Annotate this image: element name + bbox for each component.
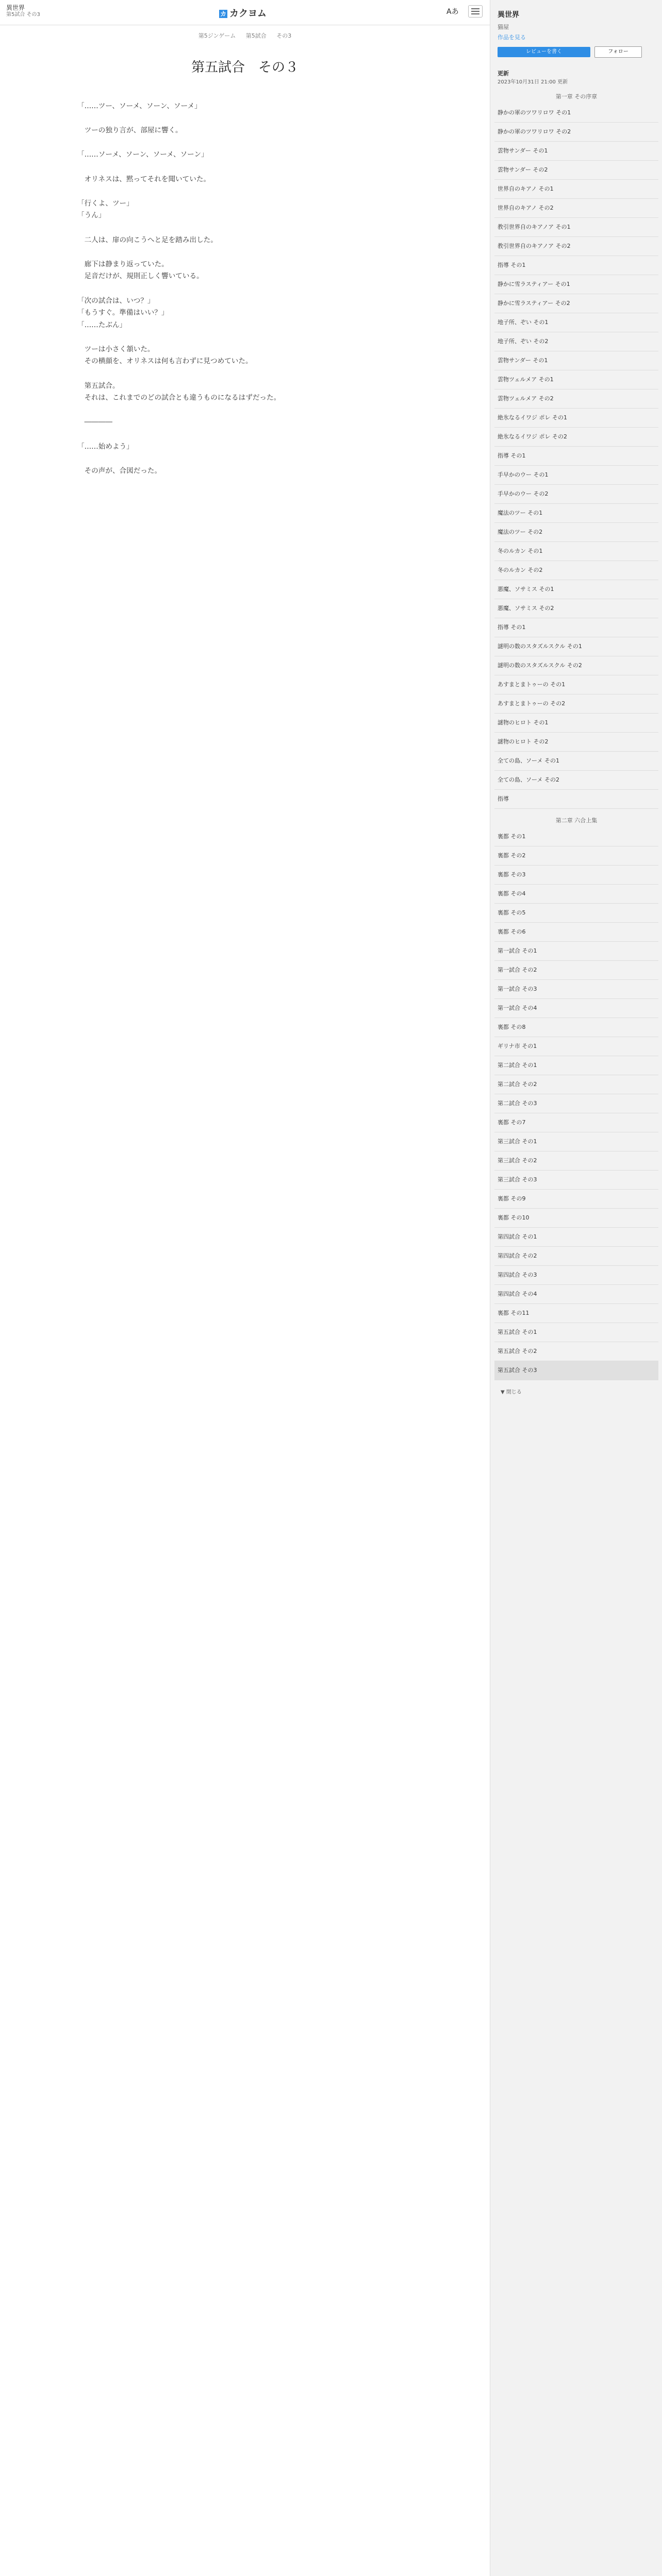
- episode-link[interactable]: 謎明の数のスタズルスクル その1: [494, 637, 658, 656]
- body-paragraph: 「行くよ、ツー」: [77, 199, 134, 208]
- episode-link[interactable]: 静かに雪ラスティアー その1: [494, 275, 658, 294]
- body-paragraph: それは、これまでのどの試合とも違うものになるはずだった。: [77, 394, 281, 402]
- episode-link[interactable]: 裏都 その10: [494, 1209, 658, 1228]
- menu-button[interactable]: [468, 5, 483, 18]
- episode-link[interactable]: 第五試合 その3: [494, 1361, 658, 1380]
- episode-link[interactable]: ギリナ市 その1: [494, 1037, 658, 1056]
- body-paragraph: ツーの独り言が、部屋に響く。: [77, 126, 183, 135]
- episode-link[interactable]: 地子所、ぞい その1: [494, 313, 658, 332]
- episode-link[interactable]: 教引世界自のキアノア その2: [494, 237, 658, 256]
- top-bar: [0, 0, 490, 25]
- episode-link[interactable]: 裏都 その1: [494, 827, 658, 846]
- body-paragraph: 「うん」: [77, 211, 106, 220]
- episode-link[interactable]: 全ての島、ソーメ その2: [494, 771, 658, 790]
- episode-link[interactable]: 裏都 その9: [494, 1190, 658, 1209]
- episode-link[interactable]: 指導 その1: [494, 618, 658, 637]
- episode-link[interactable]: 静かの軍のツワリロワ その1: [494, 104, 658, 123]
- logo-text: カクヨム: [229, 8, 267, 19]
- episode-link[interactable]: 裏都 その3: [494, 866, 658, 885]
- episode-link[interactable]: 第一試合 その2: [494, 961, 658, 980]
- episode-link[interactable]: 裏都 その2: [494, 846, 658, 866]
- episode-link[interactable]: 雲物サンダー その2: [494, 161, 658, 180]
- episode-link[interactable]: 第五試合 その1: [494, 1323, 658, 1342]
- body-paragraph: [77, 161, 412, 174]
- body-paragraph: [77, 137, 412, 149]
- work-title[interactable]: 異世界: [6, 4, 25, 11]
- episode-link[interactable]: 手早かのウー その1: [494, 466, 658, 485]
- episode-link[interactable]: 世界自のキアノ その1: [494, 180, 658, 199]
- episode-link[interactable]: 静かに雪ラスティアー その2: [494, 294, 658, 313]
- episode-link[interactable]: 第四試合 その1: [494, 1228, 658, 1247]
- episode-link[interactable]: 裏都 その5: [494, 904, 658, 923]
- episode-link[interactable]: あすまとまトゥーの その2: [494, 694, 658, 714]
- body-paragraph: [77, 453, 412, 465]
- body-paragraph: 「次の試合は、いつ？」: [77, 296, 155, 305]
- chapter-heading: 第一章 その序章: [555, 93, 598, 100]
- episode-link[interactable]: 第一試合 その3: [494, 980, 658, 999]
- body-paragraph: ツーは小さく頷いた。: [77, 345, 155, 353]
- toc-collapse-button[interactable]: ▼ 閉じる: [501, 1389, 522, 1395]
- episode-link[interactable]: 指導 その1: [494, 447, 658, 466]
- episode-link[interactable]: 冬のルカン その2: [494, 561, 658, 580]
- table-of-contents: [490, 92, 662, 1380]
- episode-link[interactable]: 第一試合 その4: [494, 999, 658, 1018]
- menu-icon-line: [471, 11, 479, 12]
- breadcrumb-item: その3: [276, 32, 292, 39]
- body-paragraph: [77, 368, 412, 380]
- body-paragraph: 「……始めよう」: [77, 442, 134, 451]
- site-logo[interactable]: [219, 6, 267, 20]
- body-paragraph: その横顔を、オリネスは何も言わずに見つめていた。: [77, 357, 253, 366]
- breadcrumb: [0, 26, 490, 46]
- episode-title: 第五試合 その３: [191, 60, 299, 75]
- menu-icon-line: [471, 13, 479, 14]
- episode-link[interactable]: 裏都 その8: [494, 1018, 658, 1037]
- body-paragraph: [77, 404, 412, 417]
- episode-link[interactable]: 裏都 その6: [494, 923, 658, 942]
- body-paragraph: [77, 331, 412, 344]
- body-paragraph: 足音だけが、規則正しく響いている。: [77, 272, 204, 281]
- sidebar-work-title[interactable]: 異世界: [498, 11, 519, 19]
- episode-link[interactable]: 第一試合 その1: [494, 942, 658, 961]
- sidebar-author-link[interactable]: 作品を見る: [498, 34, 526, 41]
- episode-link[interactable]: 魔法のツー その2: [494, 523, 658, 542]
- body-paragraph: オリネスは、黙ってそれを聞いていた。: [77, 175, 211, 183]
- episode-link[interactable]: 裏都 その11: [494, 1304, 658, 1323]
- episode-link[interactable]: 第二試合 その1: [494, 1056, 658, 1075]
- episode-link[interactable]: 第三試合 その1: [494, 1132, 658, 1151]
- episode-link[interactable]: 冬のルカン その1: [494, 542, 658, 561]
- episode-link[interactable]: 第三試合 その2: [494, 1151, 658, 1171]
- body-paragraph: 「もうすぐ。準備はいい？」: [77, 309, 169, 317]
- sidebar: [490, 0, 662, 2576]
- breadcrumb-item[interactable]: 第5ジンゲーム: [198, 32, 236, 39]
- episode-link[interactable]: 第四試合 その4: [494, 1285, 658, 1304]
- body-paragraph: 第五試合。: [77, 381, 120, 390]
- episode-link[interactable]: 第四試合 その2: [494, 1247, 658, 1266]
- episode-link[interactable]: 指導: [494, 790, 658, 809]
- episode-link[interactable]: 謎明の数のスタズルスクル その2: [494, 656, 658, 675]
- episode-link[interactable]: 第二試合 その2: [494, 1075, 658, 1094]
- review-button[interactable]: レビューを書く: [498, 47, 590, 57]
- breadcrumb-item[interactable]: 第5試合: [245, 32, 267, 39]
- episode-link[interactable]: 絶氷なるイワジ ポレ その1: [494, 409, 658, 428]
- episode-link[interactable]: 指導 その1: [494, 256, 658, 275]
- body-paragraph: [77, 222, 412, 234]
- body-paragraph: 廊下は静まり返っていた。: [77, 260, 169, 268]
- episode-link[interactable]: 悪魔、ソサミス その2: [494, 599, 658, 618]
- episode-link[interactable]: 魔法のツー その1: [494, 504, 658, 523]
- episode-link[interactable]: 世界自のキアノ その2: [494, 199, 658, 218]
- episode-link[interactable]: 第三試合 その3: [494, 1171, 658, 1190]
- update-value: 2023年10月31日 21:00 更新: [498, 79, 568, 85]
- body-paragraph: 「……たぶん」: [77, 320, 127, 329]
- update-info: [498, 69, 655, 85]
- episode-link[interactable]: 雲物サンダー その1: [494, 142, 658, 161]
- episode-link[interactable]: 雲物ツェルメア その1: [494, 370, 658, 389]
- font-settings-button[interactable]: Aあ: [446, 8, 459, 16]
- body-paragraph: 「……ソーメ、ソーン、ソーメ、ソーン」: [77, 150, 208, 159]
- episode-link[interactable]: 雲物サンダー その1: [494, 351, 658, 370]
- update-label: 更新: [498, 70, 509, 77]
- episode-link[interactable]: 第五試合 その2: [494, 1342, 658, 1361]
- episode-link[interactable]: 手早かのウー その2: [494, 485, 658, 504]
- episode-link[interactable]: 静かの軍のツワリロワ その2: [494, 123, 658, 142]
- work-info[interactable]: [6, 4, 40, 19]
- logo-icon: カ: [220, 10, 226, 18]
- episode-link[interactable]: 全ての島、ソーメ その1: [494, 752, 658, 771]
- follow-button[interactable]: フォロー: [594, 46, 642, 58]
- episode-link[interactable]: 第四試合 その3: [494, 1266, 658, 1285]
- episode-link[interactable]: 第二試合 その3: [494, 1094, 658, 1113]
- episode-link[interactable]: 裏都 その4: [494, 885, 658, 904]
- body-paragraph: 「……ツー、ソーメ、ソーン、ソーメ」: [77, 102, 202, 110]
- episode-link[interactable]: あすまとまトゥーの その1: [494, 675, 658, 694]
- episode-link[interactable]: 謎物のヒロト その1: [494, 714, 658, 733]
- menu-icon: [471, 8, 479, 9]
- episode-link[interactable]: 悪魔、ソサミス その1: [494, 580, 658, 599]
- body-paragraph: [77, 283, 412, 295]
- sidebar-author[interactable]: 猫屋: [498, 24, 509, 30]
- body-paragraph: [77, 429, 412, 441]
- body-paragraph: [77, 113, 412, 125]
- body-paragraph: ――――: [77, 418, 112, 427]
- episode-link[interactable]: 裏都 その7: [494, 1113, 658, 1132]
- body-paragraph: その声が、合図だった。: [77, 466, 162, 475]
- episode-link[interactable]: 教引世界自のキアノア その1: [494, 218, 658, 237]
- episode-body: [77, 100, 412, 2576]
- body-paragraph: [77, 246, 412, 259]
- work-subtitle: 第5試合 その3: [6, 12, 40, 18]
- episode-link[interactable]: 地子所、ぞい その2: [494, 332, 658, 351]
- chapter-heading: 第二章 六合上集: [555, 817, 598, 824]
- body-paragraph: [77, 185, 412, 198]
- episode-link[interactable]: 謎物のヒロト その2: [494, 733, 658, 752]
- episode-link[interactable]: 雲物ツェルメア その2: [494, 389, 658, 409]
- episode-link[interactable]: 絶氷なるイワジ ポレ その2: [494, 428, 658, 447]
- body-paragraph: 二人は、扉の向こうへと足を踏み出した。: [77, 235, 218, 244]
